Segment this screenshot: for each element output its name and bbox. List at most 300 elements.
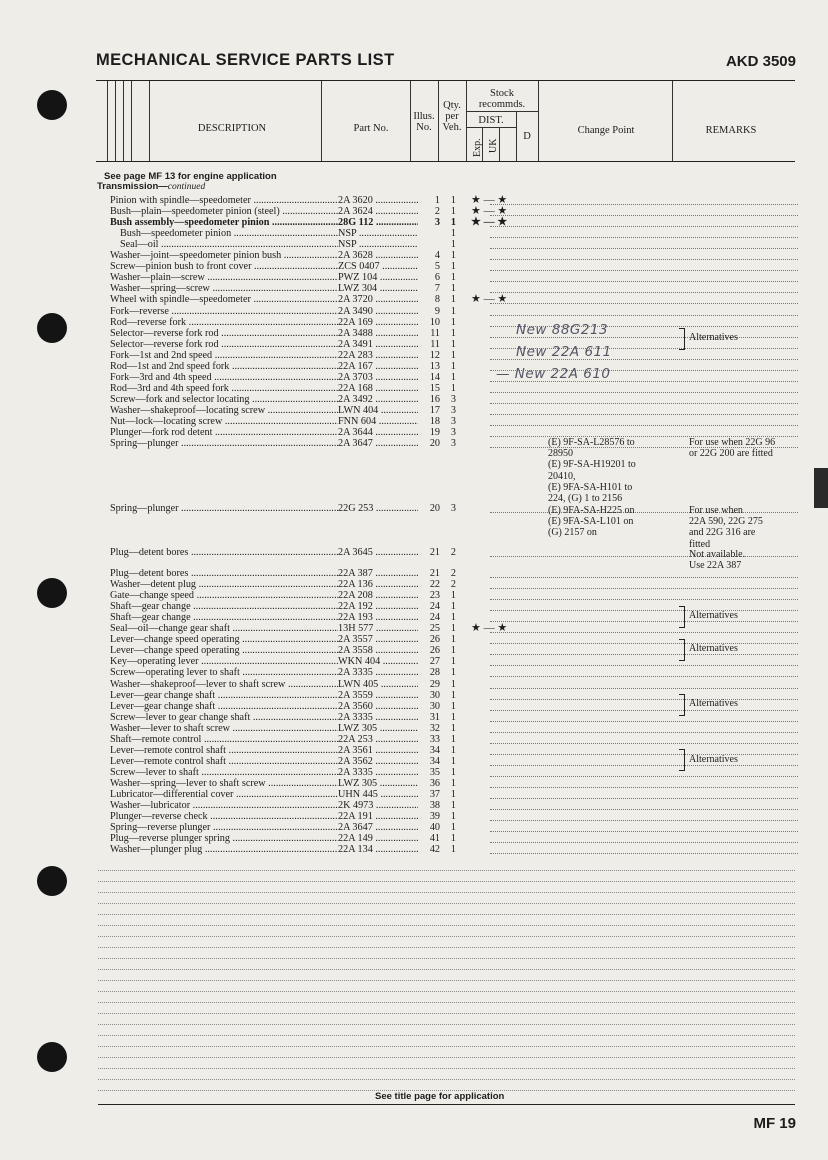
illus-number: 36 bbox=[429, 777, 440, 789]
part-number: 22A 193 ..... bbox=[338, 612, 418, 623]
illus-number: 26 bbox=[429, 645, 440, 657]
part-number: 2A 3335 ..... bbox=[338, 667, 418, 678]
qty-per-vehicle: 1 bbox=[450, 228, 456, 240]
blank-line bbox=[98, 925, 795, 926]
illus-number: 42 bbox=[429, 844, 440, 856]
qty-per-vehicle: 1 bbox=[450, 590, 456, 602]
part-number: 2A 3624 ..... bbox=[338, 206, 418, 217]
illus-number: 13 bbox=[429, 360, 440, 372]
part-number: 22A 149 ..... bbox=[338, 833, 418, 844]
part-number: 2A 3561 ..... bbox=[338, 745, 418, 756]
qty-per-vehicle: 1 bbox=[450, 601, 456, 613]
handwritten-note: New 88G213 bbox=[516, 322, 609, 338]
part-number: 2A 3491 ..... bbox=[338, 339, 418, 350]
part-description: Washer—plain—screw ..... bbox=[110, 272, 338, 283]
qty-per-vehicle: 1 bbox=[450, 634, 456, 646]
illus-number: 11 bbox=[430, 327, 440, 339]
part-description: Washer—shakeproof—lever to shaft screw ..... bbox=[110, 679, 338, 690]
table-row bbox=[98, 405, 798, 416]
part-description: Bush—speedometer pinion ..... bbox=[120, 228, 338, 239]
part-number: 2A 3562 ..... bbox=[338, 756, 418, 767]
remark-alternatives: Alternatives bbox=[689, 754, 738, 765]
illus-number: 28 bbox=[429, 667, 440, 679]
table-row bbox=[98, 800, 798, 811]
illus-number: 24 bbox=[429, 601, 440, 613]
col-description: DESCRIPTION bbox=[197, 123, 267, 134]
part-number: 2A 3647 ..... bbox=[338, 438, 418, 449]
brace bbox=[679, 606, 685, 628]
section-note: See page MF 13 for engine application bbox=[104, 171, 277, 182]
binder-hole bbox=[37, 1042, 67, 1072]
leader-line bbox=[490, 392, 798, 393]
part-description: Shaft—gear change ..... bbox=[110, 601, 338, 612]
qty-per-vehicle: 1 bbox=[450, 612, 456, 624]
part-description: Spring—plunger ..... bbox=[110, 503, 338, 514]
col-remarks: REMARKS bbox=[705, 125, 757, 136]
illus-number: 19 bbox=[429, 427, 440, 439]
leader-line bbox=[490, 303, 798, 304]
qty-per-vehicle: 3 bbox=[450, 393, 456, 405]
table-row bbox=[98, 283, 798, 294]
col-change-point: Change Point bbox=[577, 125, 635, 136]
remark-alternatives: Alternatives bbox=[689, 610, 738, 621]
illus-number: 30 bbox=[429, 689, 440, 701]
qty-per-vehicle: 1 bbox=[450, 206, 456, 218]
illus-number: 29 bbox=[429, 678, 440, 690]
col-uk: UK bbox=[488, 138, 499, 153]
leader-line bbox=[490, 688, 798, 689]
part-number: UHN 445 ..... bbox=[338, 789, 418, 800]
part-number: 2A 3628 ..... bbox=[338, 250, 418, 261]
qty-per-vehicle: 1 bbox=[450, 755, 456, 767]
illus-number: 2 bbox=[434, 206, 440, 218]
illus-number: 40 bbox=[429, 822, 440, 834]
leader-line bbox=[490, 809, 798, 810]
qty-per-vehicle: 1 bbox=[450, 689, 456, 701]
qty-per-vehicle: 1 bbox=[450, 272, 456, 284]
illus-number: 21 bbox=[429, 547, 440, 558]
part-number: 22A 168 ..... bbox=[338, 383, 418, 394]
table-row bbox=[98, 394, 798, 405]
table-row bbox=[98, 416, 798, 427]
qty-per-vehicle: 1 bbox=[450, 294, 456, 306]
table-row bbox=[98, 767, 798, 778]
leader-line bbox=[490, 853, 798, 854]
leader-line bbox=[490, 270, 798, 271]
handwritten-note: — New 22A 610 bbox=[496, 366, 611, 382]
part-description: Bush assembly—speedometer pinion ..... bbox=[110, 217, 338, 228]
illus-number: 3 bbox=[434, 217, 440, 229]
part-number: 22A 387 ..... bbox=[338, 568, 418, 579]
table-row bbox=[98, 844, 798, 855]
remark-2: For use when 22A 590, 22G 275 and 22G 316 are fitted bbox=[689, 505, 763, 550]
part-number: WKN 404 ..... bbox=[338, 656, 418, 667]
qty-per-vehicle: 1 bbox=[450, 261, 456, 273]
blank-line bbox=[98, 969, 795, 970]
leader-line bbox=[490, 556, 798, 557]
part-description: Selector—reverse fork rod ..... bbox=[110, 328, 338, 339]
part-number: 2A 3488 ..... bbox=[338, 328, 418, 339]
part-number: 2A 3335 ..... bbox=[338, 712, 418, 723]
qty-per-vehicle: 3 bbox=[450, 427, 456, 439]
illus-number: 35 bbox=[429, 766, 440, 778]
binder-hole bbox=[37, 578, 67, 608]
part-number: 2A 3558 ..... bbox=[338, 645, 418, 656]
part-number: 22A 136 ..... bbox=[338, 579, 418, 590]
illus-number: 15 bbox=[429, 382, 440, 394]
part-description: Fork—reverse ..... bbox=[110, 306, 338, 317]
illus-number: 38 bbox=[429, 800, 440, 812]
part-description: Washer—spring—screw ..... bbox=[110, 283, 338, 294]
blank-line bbox=[98, 991, 795, 992]
illus-number: 21 bbox=[429, 568, 440, 579]
illus-number: 6 bbox=[434, 272, 440, 284]
qty-per-vehicle: 1 bbox=[450, 305, 456, 317]
part-number: 2A 3620 ..... bbox=[338, 195, 418, 206]
section-heading: Transmission—continued bbox=[97, 181, 206, 192]
part-description: Plunger—fork rod detent ..... bbox=[110, 427, 338, 438]
leader-line bbox=[490, 226, 798, 227]
table-row bbox=[98, 383, 798, 394]
illus-number: 20 bbox=[429, 503, 440, 514]
qty-per-vehicle: 1 bbox=[450, 667, 456, 679]
leader-line bbox=[490, 787, 798, 788]
blank-line bbox=[98, 1079, 795, 1080]
table-row bbox=[98, 306, 798, 317]
table-row bbox=[98, 195, 798, 206]
blank-line bbox=[98, 947, 795, 948]
part-description: Washer—spring—lever to shaft screw ..... bbox=[110, 778, 338, 789]
leader-line bbox=[490, 710, 798, 711]
remark-alternatives: Alternatives bbox=[689, 332, 738, 343]
part-number: 2K 4973 ..... bbox=[338, 800, 418, 811]
part-description: Shaft—remote control ..... bbox=[110, 734, 338, 745]
illus-number: 39 bbox=[429, 811, 440, 823]
qty-per-vehicle: 1 bbox=[450, 711, 456, 723]
table-row bbox=[98, 261, 798, 272]
illus-number: 26 bbox=[429, 634, 440, 646]
leader-line bbox=[490, 754, 798, 755]
qty-per-vehicle: 1 bbox=[450, 678, 456, 690]
table-row bbox=[98, 679, 798, 690]
page-number: MF 19 bbox=[753, 1115, 796, 1132]
table-row bbox=[98, 656, 798, 667]
illus-number: 25 bbox=[429, 623, 440, 635]
part-description: Spring—reverse plunger ..... bbox=[110, 822, 338, 833]
illus-number: 5 bbox=[434, 261, 440, 273]
qty-per-vehicle: 1 bbox=[450, 195, 456, 206]
table-row bbox=[98, 239, 798, 250]
illus-number: 27 bbox=[429, 656, 440, 668]
part-description: Lever—change speed operating ..... bbox=[110, 645, 338, 656]
part-number: 13H 577 ..... bbox=[338, 623, 418, 634]
remark-alternatives: Alternatives bbox=[689, 698, 738, 709]
qty-per-vehicle: 1 bbox=[450, 316, 456, 328]
table-row bbox=[98, 811, 798, 822]
part-description: Fork—1st and 2nd speed ..... bbox=[110, 350, 338, 361]
handwritten-note: New 22A 611 bbox=[516, 344, 612, 360]
qty-per-vehicle: 1 bbox=[450, 844, 456, 856]
document-code: AKD 3509 bbox=[725, 53, 796, 70]
part-description: Lubricator—differential cover ..... bbox=[110, 789, 338, 800]
leader-line bbox=[490, 237, 798, 238]
part-number: 28G 112 ..... bbox=[338, 217, 418, 228]
table-row bbox=[98, 723, 798, 734]
part-number: FNN 604 ..... bbox=[338, 416, 418, 427]
blank-line bbox=[98, 881, 795, 882]
illus-number: 34 bbox=[429, 755, 440, 767]
qty-per-vehicle: 1 bbox=[450, 217, 456, 229]
illus-number: 20 bbox=[429, 438, 440, 450]
part-number: 22A 253 ..... bbox=[338, 734, 418, 745]
part-description: Fork—3rd and 4th speed ..... bbox=[110, 372, 338, 383]
leader-line bbox=[490, 643, 798, 644]
blank-line bbox=[98, 1046, 795, 1047]
col-illus: Illus. No. bbox=[413, 111, 435, 133]
part-number: ZCS 0407 ..... bbox=[338, 261, 418, 272]
col-d: D bbox=[523, 131, 531, 142]
qty-per-vehicle: 1 bbox=[450, 766, 456, 778]
illus-number: 14 bbox=[429, 371, 440, 383]
part-description: Plug—detent bores ..... bbox=[110, 568, 338, 579]
leader-line bbox=[490, 259, 798, 260]
part-number: LWZ 305 ..... bbox=[338, 778, 418, 789]
illus-number: 18 bbox=[429, 416, 440, 427]
qty-per-vehicle: 1 bbox=[450, 645, 456, 657]
table-row bbox=[98, 734, 798, 745]
part-description: Screw—lever to shaft ..... bbox=[110, 767, 338, 778]
illus-number: 12 bbox=[429, 349, 440, 361]
part-description: Seal—oil ..... bbox=[120, 239, 338, 250]
qty-per-vehicle: 1 bbox=[450, 822, 456, 834]
qty-per-vehicle: 2 bbox=[450, 547, 456, 558]
part-number: NSP ..... bbox=[338, 228, 418, 239]
qty-per-vehicle: 1 bbox=[450, 744, 456, 756]
leader-line bbox=[490, 588, 798, 589]
leader-line bbox=[490, 842, 798, 843]
blank-line bbox=[98, 1057, 795, 1058]
table-row bbox=[98, 217, 798, 228]
part-number: 2A 3560 ..... bbox=[338, 701, 418, 712]
qty-per-vehicle: 1 bbox=[450, 360, 456, 372]
part-description: Bush—plain—speedometer pinion (steel) ..... bbox=[110, 206, 338, 217]
stock-stars: ★ — ★ bbox=[471, 216, 508, 229]
part-description: Washer—shakeproof—locating screw ..... bbox=[110, 405, 338, 416]
part-number: 22A 283 ..... bbox=[338, 350, 418, 361]
qty-per-vehicle: 1 bbox=[450, 338, 456, 350]
part-number: 2A 3492 ..... bbox=[338, 394, 418, 405]
part-description: Plug—reverse plunger spring ..... bbox=[110, 833, 338, 844]
part-number: 2A 3557 ..... bbox=[338, 634, 418, 645]
part-description: Shaft—gear change ..... bbox=[110, 612, 338, 623]
illus-number: 34 bbox=[429, 744, 440, 756]
part-description: Washer—detent plug ..... bbox=[110, 579, 338, 590]
blank-line bbox=[98, 892, 795, 893]
part-description: Nut—lock—locating screw ..... bbox=[110, 416, 338, 427]
part-description: Lever—remote control shaft ..... bbox=[110, 745, 338, 756]
part-description: Lever—gear change shaft ..... bbox=[110, 690, 338, 701]
part-description: Key—operating lever ..... bbox=[110, 656, 338, 667]
leader-line bbox=[490, 665, 798, 666]
table-row bbox=[98, 228, 798, 239]
qty-per-vehicle: 2 bbox=[450, 568, 456, 579]
table-row bbox=[98, 623, 798, 634]
qty-per-vehicle: 3 bbox=[450, 438, 456, 450]
brace bbox=[679, 694, 685, 716]
leader-line bbox=[490, 654, 798, 655]
leader-line bbox=[490, 204, 798, 205]
remark-3: Not available. Use 22A 387 bbox=[689, 549, 746, 572]
binder-hole bbox=[37, 313, 67, 343]
table-row bbox=[98, 361, 798, 372]
illus-number: 33 bbox=[429, 733, 440, 745]
part-description: Washer—joint—speedometer pinion bush ..... bbox=[110, 250, 338, 261]
table-row bbox=[98, 272, 798, 283]
blank-line bbox=[98, 1068, 795, 1069]
part-number: 2A 3559 ..... bbox=[338, 690, 418, 701]
part-number: 22A 208 ..... bbox=[338, 590, 418, 601]
part-description: Rod—3rd and 4th speed fork ..... bbox=[110, 383, 338, 394]
leader-line bbox=[490, 281, 798, 282]
remark-alternatives: Alternatives bbox=[689, 643, 738, 654]
table-header bbox=[96, 80, 795, 162]
illus-number: 22 bbox=[429, 579, 440, 591]
part-description: Screw—operating lever to shaft ..... bbox=[110, 667, 338, 678]
illus-number: 1 bbox=[434, 195, 440, 206]
part-description: Seal—oil—change gear shaft ..... bbox=[110, 623, 338, 634]
part-description: Screw—pinion bush to front cover ..... bbox=[110, 261, 338, 272]
qty-per-vehicle: 1 bbox=[450, 800, 456, 812]
part-description: Lever—remote control shaft ..... bbox=[110, 756, 338, 767]
part-description: Screw—fork and selector locating ..... bbox=[110, 394, 338, 405]
page-title: MECHANICAL SERVICE PARTS LIST bbox=[96, 51, 395, 69]
table-row bbox=[98, 712, 798, 723]
part-description: Rod—reverse fork ..... bbox=[110, 317, 338, 328]
illus-number: 10 bbox=[429, 316, 440, 328]
illus-number: 24 bbox=[429, 612, 440, 624]
stock-stars: ★ — ★ bbox=[471, 293, 508, 306]
leader-line bbox=[490, 621, 798, 622]
table-row bbox=[98, 206, 798, 217]
part-number: NSP ..... bbox=[338, 239, 418, 250]
part-description: Lever—gear change shaft ..... bbox=[110, 701, 338, 712]
brace bbox=[679, 749, 685, 771]
part-number: 22A 192 ..... bbox=[338, 601, 418, 612]
qty-per-vehicle: 3 bbox=[450, 416, 456, 427]
illus-number: 31 bbox=[429, 711, 440, 723]
qty-per-vehicle: 1 bbox=[450, 733, 456, 745]
col-part-no: Part No. bbox=[353, 123, 389, 134]
part-number: 2A 3335 ..... bbox=[338, 767, 418, 778]
leader-line bbox=[490, 599, 798, 600]
qty-per-vehicle: 1 bbox=[450, 371, 456, 383]
illus-number: 30 bbox=[429, 700, 440, 712]
leader-line bbox=[490, 831, 798, 832]
leader-line bbox=[490, 610, 798, 611]
qty-per-vehicle: 1 bbox=[450, 623, 456, 635]
table-row bbox=[98, 350, 798, 361]
illus-number: 4 bbox=[434, 250, 440, 262]
part-description: Screw—lever to gear change shaft ..... bbox=[110, 712, 338, 723]
leader-line bbox=[490, 215, 798, 216]
leader-line bbox=[490, 743, 798, 744]
blank-line bbox=[98, 1035, 795, 1036]
qty-per-vehicle: 1 bbox=[450, 777, 456, 789]
stock-stars: ★ — ★ bbox=[471, 622, 508, 635]
part-description: Plug—detent bores ..... bbox=[110, 547, 338, 558]
change-point-2: (E) 9FA-SA-H225 on (E) 9FA-SA-L101 on (G) 2157 on bbox=[548, 505, 635, 539]
leader-line bbox=[490, 403, 798, 404]
part-number: 2A 3645 ..... bbox=[338, 547, 418, 558]
part-number: 22A 134 ..... bbox=[338, 844, 418, 855]
blank-line bbox=[98, 914, 795, 915]
part-number: LWN 404 ..... bbox=[338, 405, 418, 416]
binder-hole bbox=[37, 866, 67, 896]
blank-line bbox=[98, 1002, 795, 1003]
change-point-1: (E) 9F-SA-L28576 to 28950 (E) 9F-SA-H19201 to 20410, (E) 9FA-SA-H101 to 224, (G) 1 to 2156 bbox=[548, 437, 636, 505]
table-row bbox=[98, 294, 798, 305]
table-row bbox=[98, 590, 798, 601]
illus-number: 9 bbox=[434, 305, 440, 317]
qty-per-vehicle: 1 bbox=[450, 811, 456, 823]
table-row bbox=[98, 789, 798, 800]
part-number: 2A 3720 ..... bbox=[338, 294, 418, 305]
blank-line bbox=[98, 958, 795, 959]
leader-line bbox=[490, 676, 798, 677]
part-number: PWZ 104 ..... bbox=[338, 272, 418, 283]
qty-per-vehicle: 1 bbox=[450, 349, 456, 361]
brace bbox=[679, 639, 685, 661]
brace bbox=[679, 328, 685, 350]
table-row bbox=[98, 822, 798, 833]
blank-line bbox=[98, 903, 795, 904]
blank-line bbox=[98, 936, 795, 937]
leader-line bbox=[490, 577, 798, 578]
leader-line bbox=[490, 632, 798, 633]
qty-per-vehicle: 2 bbox=[450, 579, 456, 591]
illus-number: 32 bbox=[429, 722, 440, 734]
qty-per-vehicle: 1 bbox=[450, 789, 456, 800]
part-number: LWZ 305 ..... bbox=[338, 723, 418, 734]
footer-rule bbox=[98, 1104, 795, 1105]
leader-line bbox=[490, 699, 798, 700]
qty-per-vehicle: 1 bbox=[450, 283, 456, 295]
part-description: Wheel with spindle—speedometer ..... bbox=[110, 294, 338, 305]
qty-per-vehicle: 1 bbox=[450, 250, 456, 262]
blank-line bbox=[98, 980, 795, 981]
part-description: Gate—change speed ..... bbox=[110, 590, 338, 601]
part-description: Pinion with spindle—speedometer ..... bbox=[110, 195, 338, 206]
part-description: Washer—lubricator ..... bbox=[110, 800, 338, 811]
qty-per-vehicle: 1 bbox=[450, 833, 456, 845]
part-description: Lever—change speed operating ..... bbox=[110, 634, 338, 645]
part-number: 2A 3490 ..... bbox=[338, 306, 418, 317]
qty-per-vehicle: 1 bbox=[450, 239, 456, 251]
leader-line bbox=[490, 315, 798, 316]
col-qty: Qty. per Veh. bbox=[442, 100, 462, 133]
col-stock: Stock recommds. bbox=[478, 88, 526, 110]
part-number: 22A 167 ..... bbox=[338, 361, 418, 372]
table-row bbox=[98, 372, 798, 383]
table-row bbox=[98, 250, 798, 261]
blank-line bbox=[98, 1024, 795, 1025]
leader-line bbox=[490, 414, 798, 415]
col-dist: DIST. bbox=[478, 115, 504, 126]
section-tab-marker bbox=[814, 468, 828, 508]
table-row bbox=[98, 667, 798, 678]
footer-note: See title page for application bbox=[375, 1091, 505, 1102]
part-number: 2A 3703 ..... bbox=[338, 372, 418, 383]
